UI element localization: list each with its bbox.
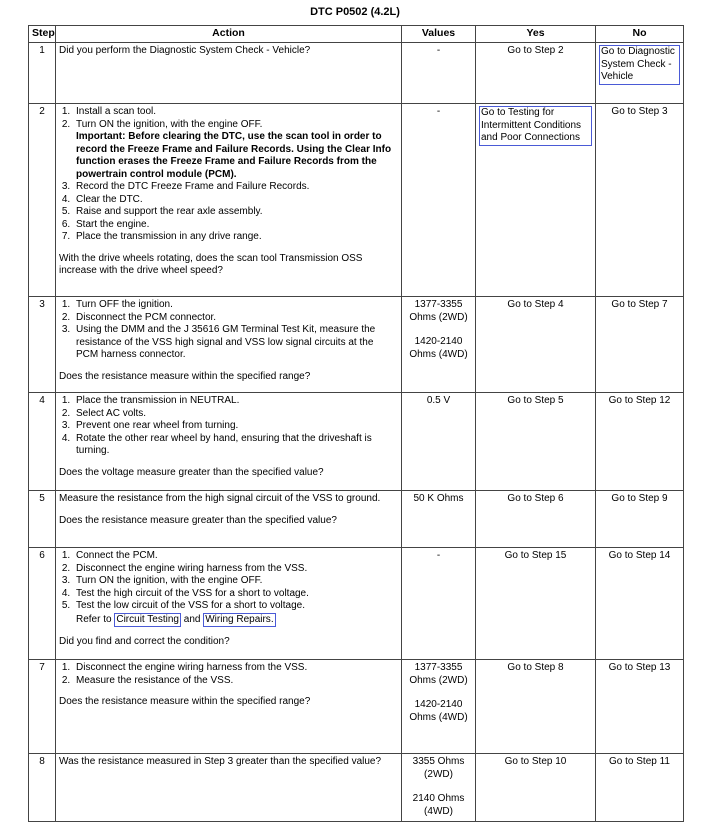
header-step: Step (29, 26, 56, 43)
step-number: 8 (29, 754, 56, 822)
table-row (29, 104, 684, 297)
yes-cell: Go to Step 2 (476, 43, 596, 104)
action-cell (56, 491, 402, 548)
action-question: Does the voltage measure greater than the specified value? (59, 466, 324, 478)
action-cell (56, 43, 402, 104)
diagnostic-system-check-link[interactable]: Go to Diagnostic System Check - Vehicle (599, 45, 680, 85)
list-item: 7. Place the transmission in any drive range. (73, 231, 398, 244)
yes-cell: Go to Step 4 (476, 297, 596, 393)
no-cell (596, 43, 684, 104)
action-text: Measure the resistance from the high signal circuit of the VSS to ground. (59, 493, 381, 504)
step-number: 5 (29, 491, 56, 548)
header-row (29, 26, 684, 43)
list-item: 3. Prevent one rear wheel from turning. (73, 420, 398, 433)
important-note: Important: Before clearing the DTC, use the scan tool in order to record the Freeze Frame and Failure Records. Using the Clear Info function erases the Freeze Frame and Failure Records from the powertrain control module (PCM). (76, 131, 392, 180)
action-cell (56, 104, 402, 297)
step-number: 1 (29, 43, 56, 104)
list-item: 1. Place the transmission in NEUTRAL. (73, 395, 398, 408)
step-number: 3 (29, 297, 56, 393)
list-item: 1. Disconnect the engine wiring harness from the VSS. (73, 662, 398, 675)
no-cell: Go to Step 9 (596, 491, 684, 548)
circuit-testing-link[interactable]: Circuit Testing (114, 613, 181, 628)
action-cell (56, 660, 402, 754)
header-no: No (596, 26, 684, 43)
yes-cell: Go to Step 6 (476, 491, 596, 548)
no-cell: Go to Step 14 (596, 548, 684, 660)
action-list (59, 662, 398, 687)
table-row (29, 548, 684, 660)
value-4wd: 1420-2140 Ohms (4WD) (409, 336, 468, 360)
list-item: 2. Measure the resistance of the VSS. (73, 675, 398, 688)
action-question: Did you find and correct the condition? (59, 636, 230, 647)
values-cell (402, 297, 476, 393)
values-cell (402, 754, 476, 822)
no-cell: Go to Step 11 (596, 754, 684, 822)
table-row (29, 660, 684, 754)
list-item: 4. Test the high circuit of the VSS for a short to voltage. (73, 588, 398, 601)
values-cell: - (402, 104, 476, 297)
action-cell (56, 297, 402, 393)
list-item: 1. Connect the PCM. (73, 550, 398, 563)
action-question: Was the resistance measured in Step 3 greater than the specified value? (59, 756, 382, 767)
table-row (29, 43, 684, 104)
list-item: 2. Disconnect the engine wiring harness from the VSS. (73, 563, 398, 576)
value-4wd: 2140 Ohms (4WD) (412, 793, 465, 817)
list-item: 2. Select AC volts. (73, 408, 398, 421)
action-cell (56, 754, 402, 822)
step-number: 6 (29, 548, 56, 660)
action-question: Does the resistance measure within the specified range? (59, 696, 311, 707)
list-item: 1. Turn OFF the ignition. (73, 299, 398, 312)
action-question: With the drive wheels rotating, does the scan tool Transmission OSS increase with the drive wheel speed? (59, 252, 363, 276)
list-item: 5. Test the low circuit of the VSS for a short to voltage. Refer to Circuit Testing and Wiring Repairs. (73, 600, 398, 627)
value-2wd: 3355 Ohms (2WD) (412, 756, 465, 780)
page-title: DTC P0502 (4.2L) (310, 6, 400, 18)
action-list (59, 550, 398, 627)
list-item: 1. Install a scan tool. (73, 106, 398, 119)
no-cell: Go to Step 12 (596, 393, 684, 491)
list-item: 2. Disconnect the PCM connector. (73, 312, 398, 325)
action-cell (56, 393, 402, 491)
action-list (59, 395, 398, 458)
header-values: Values (402, 26, 476, 43)
list-item: 2. Turn ON the ignition, with the engine OFF. Important: Before clearing the DTC, use the scan tool in order to record the Freeze Frame and Failure Records. Using the Clear Info function erases the Freeze Frame and Failure Records from the powertrain control module (PCM). (73, 119, 398, 182)
action-list (59, 299, 398, 362)
no-cell: Go to Step 13 (596, 660, 684, 754)
values-cell (402, 660, 476, 754)
list-item: 6. Start the engine. (73, 219, 398, 232)
action-cell (56, 548, 402, 660)
list-item: 3. Turn ON the ignition, with the engine OFF. (73, 575, 398, 588)
header-yes: Yes (476, 26, 596, 43)
list-item: 5. Raise and support the rear axle assembly. (73, 206, 398, 219)
list-item: 4. Clear the DTC. (73, 194, 398, 207)
yes-cell (476, 104, 596, 297)
step-number: 7 (29, 660, 56, 754)
values-cell: 0.5 V (402, 393, 476, 491)
refer-and: and (183, 613, 201, 625)
table-row (29, 297, 684, 393)
table-row (29, 491, 684, 548)
table-row (29, 754, 684, 822)
step-number: 4 (29, 393, 56, 491)
dtc-table (28, 25, 684, 822)
yes-cell: Go to Step 8 (476, 660, 596, 754)
values-cell: - (402, 43, 476, 104)
wiring-repairs-link[interactable]: Wiring Repairs. (203, 613, 275, 628)
action-question: Does the resistance measure within the specified range? (59, 370, 311, 382)
list-item: 4. Rotate the other rear wheel by hand, ensuring that the driveshaft is turning. (73, 433, 398, 458)
refer-text: Refer to (76, 613, 112, 625)
list-item: 3. Record the DTC Freeze Frame and Failure Records. (73, 181, 398, 194)
table-row (29, 393, 684, 491)
action-list (59, 106, 398, 244)
no-cell: Go to Step 3 (596, 104, 684, 297)
action-question: Did you perform the Diagnostic System Check - Vehicle? (59, 45, 311, 56)
action-question: Does the resistance measure greater than the specified value? (59, 514, 337, 526)
value-2wd: 1377-3355 Ohms (2WD) (409, 662, 468, 686)
values-cell: 50 K Ohms (402, 491, 476, 548)
yes-cell: Go to Step 10 (476, 754, 596, 822)
no-cell: Go to Step 7 (596, 297, 684, 393)
testing-intermittent-link[interactable]: Go to Testing for Intermittent Conditions and Poor Connections (479, 106, 592, 146)
header-action: Action (56, 26, 402, 43)
step-number: 2 (29, 104, 56, 297)
list-item: 3. Using the DMM and the J 35616 GM Terminal Test Kit, measure the resistance of the VSS high signal and VSS low signal circuits at the PCM harness connector. (73, 324, 398, 362)
yes-cell: Go to Step 5 (476, 393, 596, 491)
yes-cell: Go to Step 15 (476, 548, 596, 660)
value-4wd: 1420-2140 Ohms (4WD) (409, 699, 468, 723)
values-cell: - (402, 548, 476, 660)
value-2wd: 1377-3355 Ohms (2WD) (409, 299, 468, 323)
